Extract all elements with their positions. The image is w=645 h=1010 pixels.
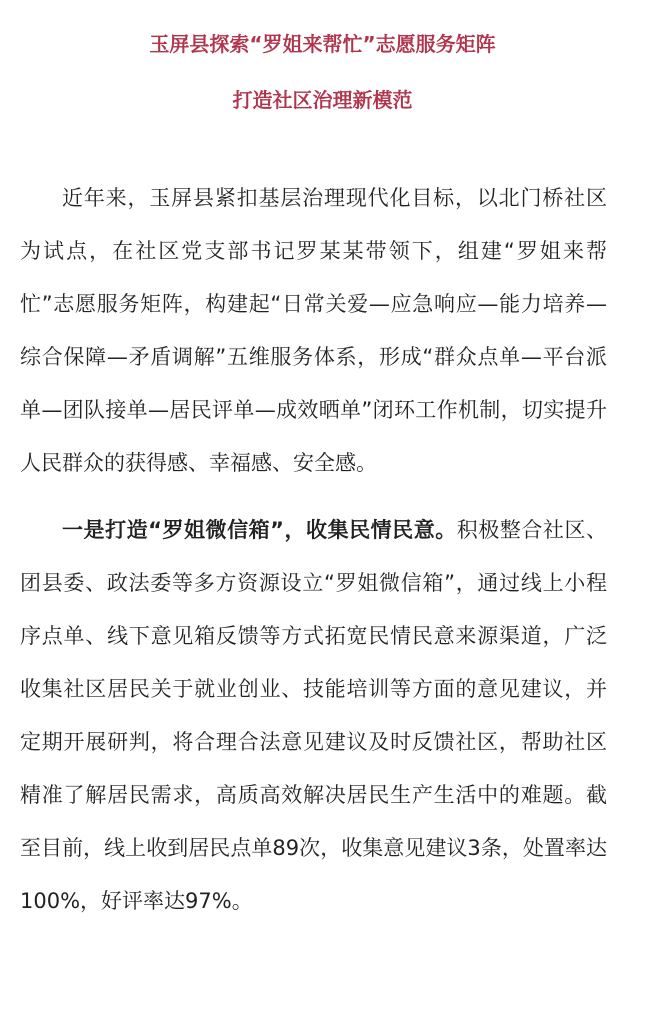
paragraph-first-measure-text: 积极整合社区、团县委、政法委等多方资源设立“罗姐微信箱”，通过线上小程序点单、线下意见箱反馈等方式拓宽民情民意来源渠道，广泛收集社区居民关于就业创业、技能培训等方面的意见建议，并定期开展研判，将合理合法意见建议及时反馈社区，帮助社区精准了解居民需求，高质高效解决居民生产生活中的难题。截至目前，线上收到居民点单89次，收集意见建议3条，处置率达100%，好评率达97%。: [20, 518, 607, 913]
paragraph-first-measure: [20, 504, 607, 928]
paragraph-intro-text: 近年来，玉屏县紧扣基层治理现代化目标，以北门桥社区为试点，在社区党支部书记罗某某带领下，组建“罗姐来帮忙”志愿服务矩阵，构建起“日常关爱—应急响应—能力培养—综合保障—矛盾调解”五维服务体系，形成“群众点单—平台派单—团队接单—居民评单—成效晒单”闭环工作机制，切实提升人民群众的获得感、幸福感、安全感。: [20, 186, 607, 475]
paragraph-first-measure-lead: 一是打造“罗姐微信箱”，收集民情民意。: [62, 518, 457, 542]
paragraph-intro: [20, 172, 607, 490]
article-title-line-2: 打造社区治理新模范: [232, 88, 413, 112]
article-title-line-1: 玉屏县探索“罗姐来帮忙”志愿服务矩阵: [149, 32, 496, 56]
